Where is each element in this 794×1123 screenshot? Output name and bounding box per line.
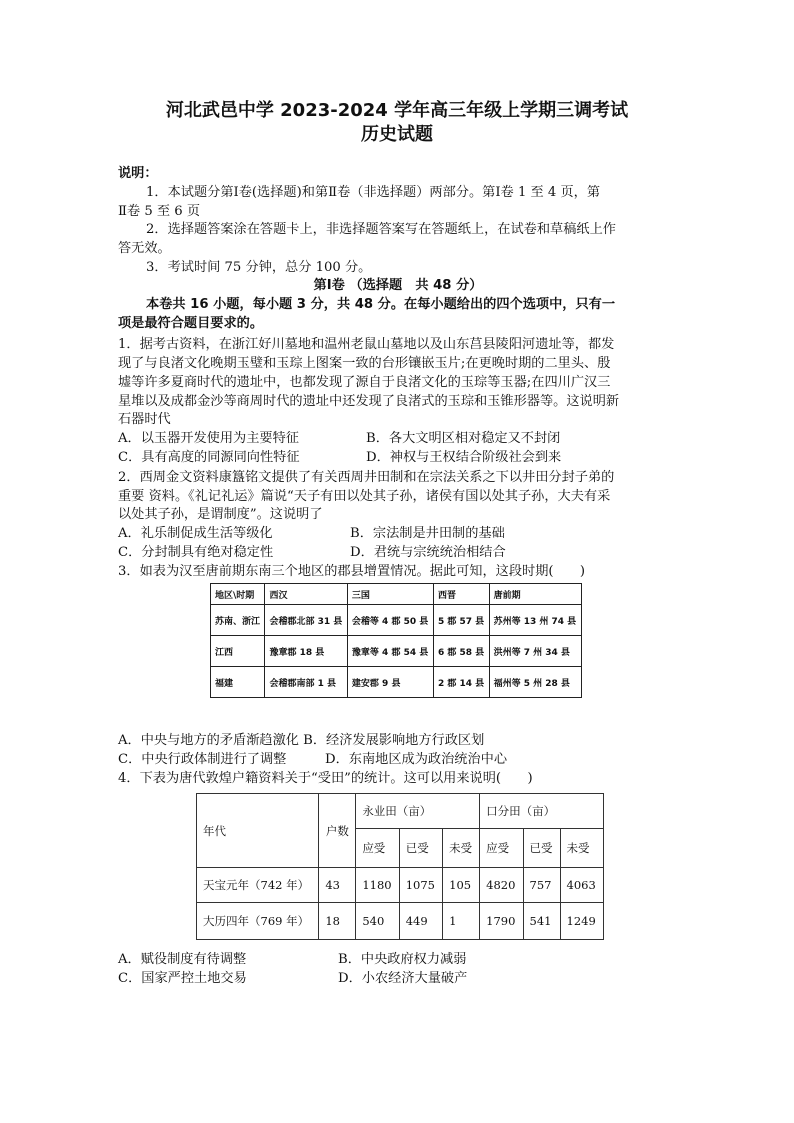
table-header-cell: 未受 xyxy=(560,829,603,868)
table-cell: 540 xyxy=(356,903,399,940)
table-cell: 449 xyxy=(399,903,442,940)
table-cell: 541 xyxy=(523,903,560,940)
table-row xyxy=(197,903,604,940)
table-row xyxy=(211,667,582,698)
table-header-cell: 西汉 xyxy=(265,584,347,605)
table-cell: 1790 xyxy=(480,903,523,940)
table-header-cell: 西晋 xyxy=(433,584,489,605)
table-cell: 105 xyxy=(443,868,480,903)
table-cell: 2 郡 14 县 xyxy=(433,667,489,698)
q2-option-b[interactable]: B．宗法制是井田制的基础 xyxy=(350,526,505,541)
table-cell: 4063 xyxy=(560,868,603,903)
table-cell: 天宝元年（742 年） xyxy=(197,868,319,903)
q3-option-ab[interactable]: A．中央与地方的矛盾渐趋激化 B．经济发展影响地方行政区划 xyxy=(118,733,485,748)
table-cell: 豫章郡 18 县 xyxy=(265,636,347,667)
q1-line-4: 星堆以及成都金沙等商周时代的遗址中还发现了良渚式的玉琮和玉锥形器等。这说明新 xyxy=(118,394,620,409)
note-3: 3．考试时间 75 分钟，总分 100 分。 xyxy=(146,260,372,275)
q4-option-a[interactable]: A．赋役制度有待调整 xyxy=(118,952,247,967)
section-intro-b: 项是最符合题目要求的。 xyxy=(118,316,264,331)
q3-table xyxy=(210,583,582,698)
table-cell: 4820 xyxy=(480,868,523,903)
q4-option-d[interactable]: D．小农经济大量破产 xyxy=(338,971,468,986)
note-1a: 1．本试题分第Ⅰ卷(选择题)和第Ⅱ卷（非选择题）两部分。第Ⅰ卷 1 至 4 页，第 xyxy=(146,185,601,200)
table-header-cell: 未受 xyxy=(443,829,480,868)
table-header-cell: 户数 xyxy=(319,794,356,868)
table-cell: 会稽郡南部 1 县 xyxy=(265,667,347,698)
table-header-cell: 三国 xyxy=(347,584,433,605)
q3-stem: 3．如表为汉至唐前期东南三个地区的郡县增置情况。据此可知，这段时期( ) xyxy=(118,564,586,579)
exam-subtitle: 历史试题 xyxy=(361,124,433,145)
table-cell: 1075 xyxy=(399,868,442,903)
table-cell: 757 xyxy=(523,868,560,903)
table-cell: 43 xyxy=(319,868,356,903)
section-header: 第Ⅰ卷 （选择题 共 48 分） xyxy=(313,278,483,293)
q1-option-b[interactable]: B．各大文明区相对稳定又不封闭 xyxy=(366,431,561,446)
q4-option-c[interactable]: C．国家严控土地交易 xyxy=(118,971,247,986)
table-cell: 苏南、浙江 xyxy=(211,605,265,636)
note-2a: 2．选择题答案涂在答题卡上，非选择题答案写在答题纸上，在试卷和草稿纸上作 xyxy=(146,222,616,237)
table-cell: 建安郡 9 县 xyxy=(347,667,433,698)
q4-stem: 4．下表为唐代敦煌户籍资料关于“受田”的统计。这可以用来说明( ) xyxy=(118,771,533,786)
table-cell: 6 郡 58 县 xyxy=(433,636,489,667)
q2-line-1: 2．西周金文资料康簋铭文提供了有关西周井田制和在宗法关系之下以井田分封子弟的 xyxy=(118,470,615,485)
table-cell: 1249 xyxy=(560,903,603,940)
table-cell: 福州等 5 州 28 县 xyxy=(489,667,581,698)
q1-option-d[interactable]: D．神权与王权结合阶级社会到来 xyxy=(366,450,562,465)
table-row xyxy=(211,605,582,636)
q1-option-a[interactable]: A．以玉器开发使用为主要特征 xyxy=(118,431,299,446)
table-cell: 18 xyxy=(319,903,356,940)
table-header-cell: 口分田（亩） xyxy=(480,794,604,829)
q4-option-b[interactable]: B．中央政府权力减弱 xyxy=(338,952,467,967)
q1-line-3: 墟等许多夏商时代的遗址中，也都发现了源自于良渚文化的玉琮等玉器;在四川广汉三 xyxy=(118,375,611,390)
table-header-cell: 应受 xyxy=(356,829,399,868)
table-header-row xyxy=(197,794,604,829)
table-header-cell: 年代 xyxy=(197,794,319,868)
table-cell: 1180 xyxy=(356,868,399,903)
note-2b: 答无效。 xyxy=(118,241,171,256)
q1-line-5: 石器时代 xyxy=(118,412,171,427)
notes-label: 说明： xyxy=(118,166,158,181)
table-cell: 江西 xyxy=(211,636,265,667)
q3-option-c[interactable]: C．中央行政体制进行了调整 xyxy=(118,752,287,767)
q2-line-3: 以处其子孙，是谓制度”。这说明了 xyxy=(118,507,323,522)
q1-line-2: 现了与良渚文化晚期玉璧和玉琮上图案一致的台形镶嵌玉片;在更晚时期的二里头、殷 xyxy=(118,356,611,371)
table-cell: 福建 xyxy=(211,667,265,698)
q4-table xyxy=(196,793,604,940)
table-row xyxy=(197,868,604,903)
table-cell: 5 郡 57 县 xyxy=(433,605,489,636)
q3-option-d[interactable]: D．东南地区成为政治统治中心 xyxy=(325,752,508,767)
section-intro-a: 本卷共 16 小题，每小题 3 分，共 48 分。在每小题给出的四个选项中，只有一 xyxy=(146,297,616,312)
table-header-cell: 已受 xyxy=(523,829,560,868)
table-cell: 洪州等 7 州 34 县 xyxy=(489,636,581,667)
note-1b: Ⅱ卷 5 至 6 页 xyxy=(118,204,201,219)
q2-option-a[interactable]: A．礼乐制促成生活等级化 xyxy=(118,526,273,541)
table-cell: 豫章等 4 郡 54 县 xyxy=(347,636,433,667)
q2-option-d[interactable]: D．君统与宗统统治相结合 xyxy=(350,545,506,560)
q2-option-c[interactable]: C．分封制具有绝对稳定性 xyxy=(118,545,274,560)
q1-line-1: 1．据考古资料，在浙江好川墓地和温州老鼠山墓地以及山东莒县陵阳河遗址等，都发 xyxy=(118,337,615,352)
table-cell: 大历四年（769 年） xyxy=(197,903,319,940)
table-cell: 会稽郡北部 31 县 xyxy=(265,605,347,636)
q1-option-c[interactable]: C．具有高度的同源同向性特征 xyxy=(118,450,300,465)
table-header-cell: 唐前期 xyxy=(489,584,581,605)
table-cell: 会稽等 4 郡 50 县 xyxy=(347,605,433,636)
table-cell: 苏州等 13 州 74 县 xyxy=(489,605,581,636)
table-header-cell: 已受 xyxy=(399,829,442,868)
exam-title: 河北武邑中学 2023-2024 学年高三年级上学期三调考试 xyxy=(165,100,629,121)
table-header-row xyxy=(211,584,582,605)
table-cell: 1 xyxy=(443,903,480,940)
table-header-cell: 地区\时期 xyxy=(211,584,265,605)
q2-line-2: 重要 资料。《礼记礼运》篇说“天子有田以处其子孙，诸侯有国以处其子孙，大夫有采 xyxy=(118,489,611,504)
table-row xyxy=(211,636,582,667)
table-header-cell: 永业田（亩） xyxy=(356,794,480,829)
table-header-cell: 应受 xyxy=(480,829,523,868)
